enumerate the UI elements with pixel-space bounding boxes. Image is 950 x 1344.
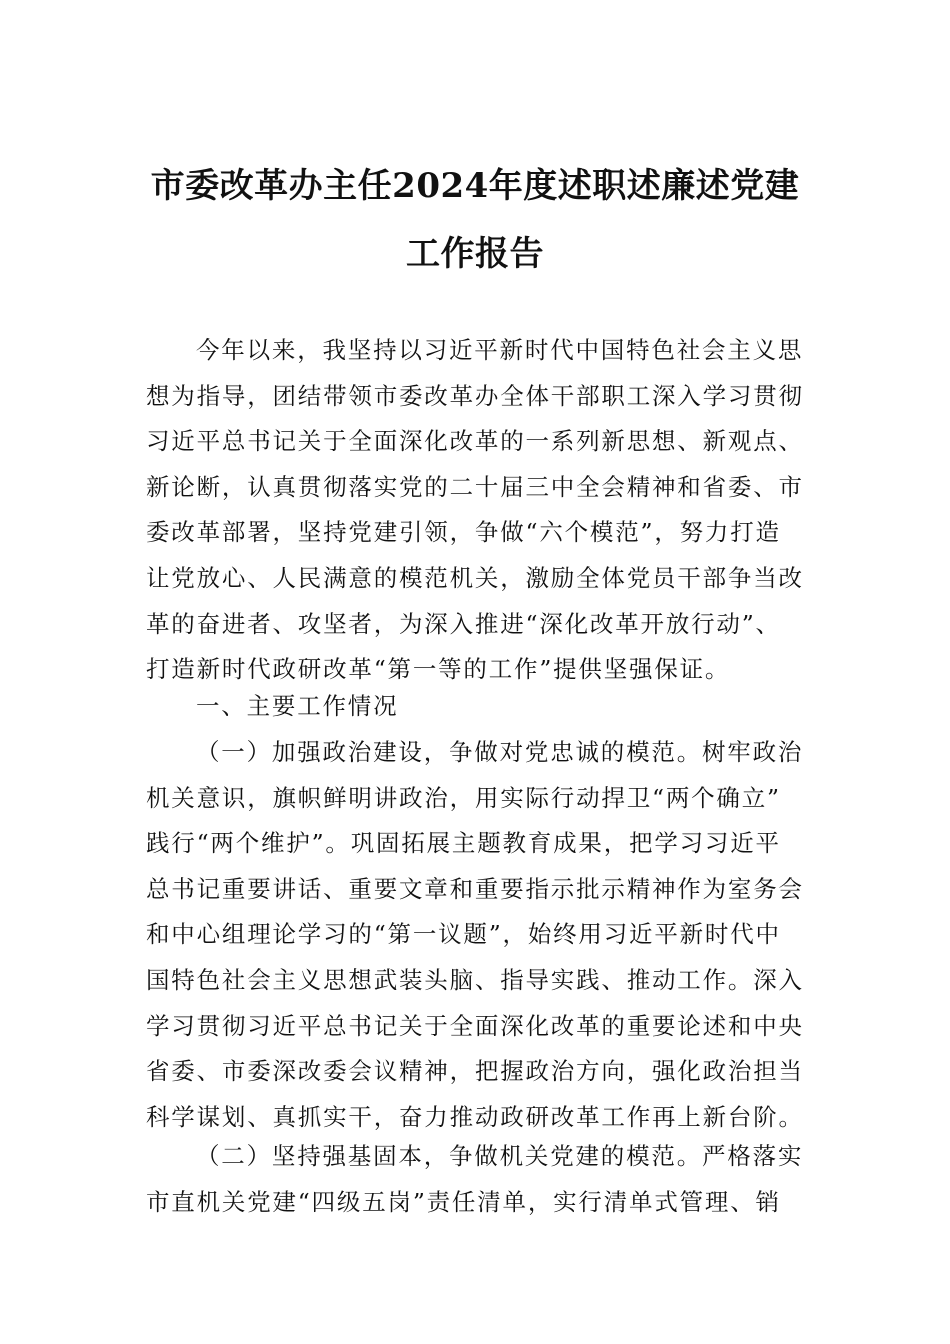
subsection-heading: （一）加强政治建设，争做对党忠诚的模范。 bbox=[196, 738, 702, 766]
intro-paragraph bbox=[146, 328, 816, 693]
paragraph-line: 科学谋划、真抓实干，奋力推动政研改革工作再上新台阶。 bbox=[146, 1102, 804, 1131]
paragraph-line: 国特色社会主义思想武装头脑、指导实践、推动工作。深入 bbox=[146, 965, 804, 994]
paragraph-line: 新论断，认真贯彻落实党的二十届三中全会精神和省委、市 bbox=[146, 472, 804, 501]
paragraph-line: 今年以来，我坚持以习近平新时代中国特色社会主义思 bbox=[196, 336, 804, 364]
paragraph-line: 委改革部署，坚持党建引领，争做“六个模范”，努力打造 bbox=[146, 518, 781, 547]
paragraph-line: 学习贯彻习近平总书记关于全面深化改革的重要论述和中央 bbox=[146, 1011, 804, 1040]
document-title-line-1: 市委改革办主任2024年度述职述廉述党建 bbox=[150, 166, 800, 206]
subsection-heading: （二）坚持强基固本，争做机关党建的模范。 bbox=[196, 1142, 702, 1170]
paragraph-line: 习近平总书记关于全面深化改革的一系列新思想、新观点、 bbox=[146, 427, 804, 456]
section-heading: 一、主要工作情况 bbox=[196, 692, 399, 720]
paragraph-line: 践行“两个维护”。巩固拓展主题教育成果，把学习习近平 bbox=[146, 829, 781, 858]
subsection-1-paragraph bbox=[146, 730, 816, 1140]
document-title-line-2: 工作报告 bbox=[406, 234, 544, 274]
paragraph-line: 总书记重要讲话、重要文章和重要指示批示精神作为室务会 bbox=[146, 874, 804, 903]
paragraph-line bbox=[146, 1134, 816, 1180]
paragraph-line: 想为指导，团结带领市委改革办全体干部职工深入学习贯彻 bbox=[146, 381, 804, 410]
paragraph-text: 严格落实 bbox=[702, 1142, 804, 1170]
paragraph-line: 和中心组理论学习的“第一议题”，始终用习近平新时代中 bbox=[146, 920, 781, 949]
paragraph-line: 省委、市委深改委会议精神，把握政治方向，强化政治担当 bbox=[146, 1057, 804, 1086]
paragraph-text: 树牢政治 bbox=[702, 738, 804, 766]
paragraph-line: 让党放心、人民满意的模范机关，激励全体党员干部争当改 bbox=[146, 563, 804, 592]
paragraph-line: 革的奋进者、攻坚者，为深入推进“深化改革开放行动”、 bbox=[146, 609, 781, 638]
paragraph-line: 市直机关党建“四级五岗”责任清单，实行清单式管理、销 bbox=[146, 1187, 781, 1216]
paragraph-line: 打造新时代政研改革“第一等的工作”提供坚强保证。 bbox=[146, 655, 731, 684]
paragraph-line bbox=[146, 730, 816, 776]
subsection-2-paragraph bbox=[146, 1134, 816, 1225]
paragraph-line: 机关意识，旗帜鲜明讲政治，用实际行动捍卫“两个确立” bbox=[146, 783, 781, 812]
